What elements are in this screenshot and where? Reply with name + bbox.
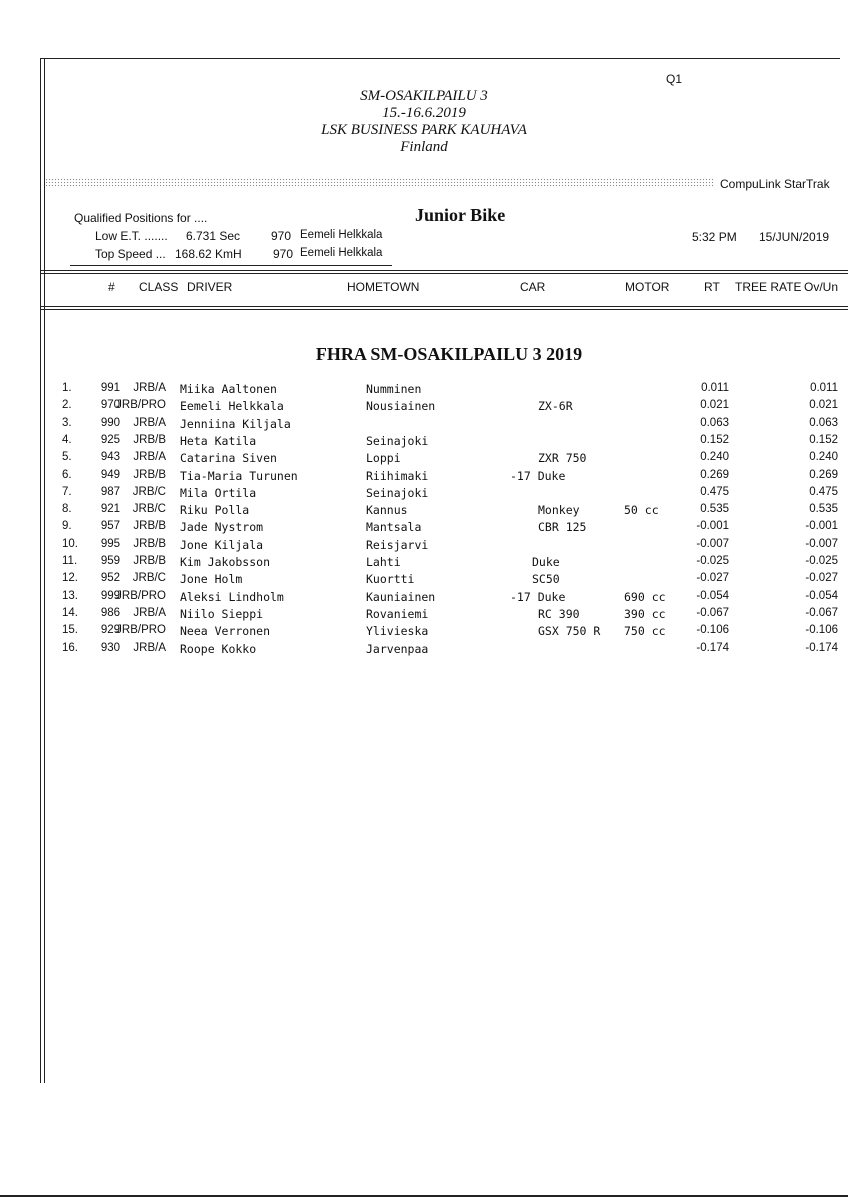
cell-class: JRB/B bbox=[133, 555, 166, 567]
qualified-label: Qualified Positions for .... bbox=[74, 211, 208, 225]
cell-class: JRB/C bbox=[132, 485, 166, 498]
cell-position: 12. bbox=[62, 572, 78, 585]
event-dates: 15.-16.6.2019 bbox=[382, 105, 466, 121]
cell-ovun: -0.007 bbox=[805, 537, 838, 550]
table-row bbox=[0, 451, 848, 468]
col-tree-rate: TREE RATE bbox=[735, 280, 802, 294]
cell-class: JRB/B bbox=[133, 537, 166, 550]
cell-car-number: 970 bbox=[100, 399, 120, 412]
cell-car-number: 925 bbox=[100, 433, 120, 446]
cell-driver: Jenniina Kiljala bbox=[180, 416, 291, 431]
cell-position: 9. bbox=[62, 520, 72, 533]
cell-rt: 0.021 bbox=[700, 399, 729, 412]
cell-car-number: 943 bbox=[100, 451, 120, 464]
qualified-underline bbox=[70, 265, 392, 266]
cell-ovun: -0.001 bbox=[805, 520, 838, 533]
col-rt: RT bbox=[704, 280, 720, 294]
event-title: SM-OSAKILPAILU 3 bbox=[360, 88, 488, 104]
cell-ovun: -0.174 bbox=[805, 641, 838, 654]
top-rule bbox=[40, 58, 840, 59]
table-row bbox=[0, 520, 848, 537]
cell-driver: Jade Nystrom bbox=[180, 520, 264, 535]
cell-class: JRB/PRO bbox=[116, 624, 166, 637]
cell-hometown: Loppi bbox=[366, 451, 401, 466]
cell-rt: 0.535 bbox=[700, 503, 729, 516]
cell-motor: 750 cc bbox=[624, 624, 666, 639]
cell-car: ZXR 750 bbox=[538, 451, 587, 466]
cell-motor: 690 cc bbox=[624, 589, 666, 604]
cell-class: JRB/C bbox=[132, 572, 166, 585]
cell-position: 1. bbox=[62, 382, 72, 394]
table-row bbox=[0, 382, 848, 399]
cell-rt: -0.027 bbox=[696, 572, 729, 585]
bottom-page-rule bbox=[0, 1195, 848, 1197]
event-country: Finland bbox=[400, 139, 448, 155]
cell-class: JRB/A bbox=[133, 451, 166, 464]
table-row bbox=[0, 399, 848, 416]
table-row bbox=[0, 503, 848, 520]
cell-driver: Jone Holm bbox=[180, 572, 243, 587]
cell-driver: Riku Polla bbox=[180, 503, 250, 518]
cell-car-number: 921 bbox=[100, 503, 120, 516]
cell-class: JRB/A bbox=[133, 382, 166, 394]
cell-rt: -0.067 bbox=[696, 606, 729, 619]
cell-rt: 0.011 bbox=[701, 382, 729, 394]
header-rule-top bbox=[40, 270, 848, 271]
cell-ovun: 0.240 bbox=[809, 451, 838, 464]
cell-car-number: 929 bbox=[100, 624, 120, 637]
table-row bbox=[0, 434, 848, 451]
cell-car: SC50 bbox=[532, 572, 560, 587]
cell-ovun: 0.063 bbox=[809, 416, 838, 429]
cell-driver: Aleksi Lindholm bbox=[180, 589, 284, 604]
cell-car-number: 999 bbox=[100, 589, 120, 602]
cell-driver: Jone Kiljala bbox=[180, 537, 264, 552]
cell-class: JRB/A bbox=[133, 606, 166, 619]
cell-hometown: Ylivieska bbox=[366, 624, 429, 639]
cell-class: JRB/B bbox=[133, 520, 166, 533]
col-class: CLASS bbox=[139, 280, 179, 294]
table-row bbox=[0, 590, 848, 607]
cell-hometown: Reisjarvi bbox=[366, 537, 429, 552]
cell-position: 8. bbox=[62, 503, 72, 516]
table-row bbox=[0, 538, 848, 555]
low-et-car-number: 970 bbox=[271, 229, 292, 243]
cell-car-number: 957 bbox=[100, 520, 120, 533]
cell-motor: 390 cc bbox=[624, 606, 666, 621]
stipple-band bbox=[45, 178, 715, 188]
cell-car-number: 930 bbox=[100, 641, 120, 654]
low-et-driver: Eemeli Helkkala bbox=[300, 229, 383, 241]
cell-car-number: 949 bbox=[100, 468, 120, 481]
cell-hometown: Kannus bbox=[366, 503, 408, 518]
cell-car: RC 390 bbox=[538, 606, 580, 621]
cell-driver: Kim Jakobsson bbox=[180, 555, 271, 569]
header-rule-top-2 bbox=[40, 273, 848, 274]
col-driver: DRIVER bbox=[187, 280, 233, 294]
cell-car-number: 990 bbox=[100, 416, 120, 429]
cell-class: JRB/B bbox=[133, 468, 166, 481]
col-ovun: Ov/Un bbox=[804, 280, 839, 294]
cell-driver: Neea Verronen bbox=[180, 624, 271, 639]
cell-car-number: 995 bbox=[100, 537, 120, 550]
top-speed-label: Top Speed ... bbox=[95, 247, 166, 261]
table-row bbox=[0, 572, 848, 589]
cell-rt: -0.174 bbox=[696, 641, 729, 654]
cell-car: GSX 750 R bbox=[538, 624, 601, 639]
cell-car: Duke bbox=[532, 555, 560, 569]
cell-position: 7. bbox=[62, 485, 72, 498]
cell-hometown: Kauniainen bbox=[366, 589, 436, 604]
cell-hometown: Seinajoki bbox=[366, 485, 429, 500]
cell-hometown: Kuortti bbox=[366, 572, 415, 587]
cell-ovun: -0.067 bbox=[805, 606, 838, 619]
category-title: Junior Bike bbox=[415, 205, 506, 225]
table-row bbox=[0, 642, 848, 659]
cell-position: 3. bbox=[62, 416, 72, 429]
cell-rt: -0.106 bbox=[696, 624, 729, 637]
cell-position: 15. bbox=[62, 624, 78, 637]
cell-position: 16. bbox=[62, 641, 78, 654]
col-car: CAR bbox=[520, 280, 546, 294]
low-et-label: Low E.T. ....... bbox=[95, 229, 168, 243]
cell-position: 11. bbox=[62, 555, 78, 567]
cell-car: -17 Duke bbox=[510, 468, 566, 483]
cell-rt: -0.025 bbox=[696, 555, 729, 567]
col-motor: MOTOR bbox=[625, 280, 670, 294]
cell-position: 5. bbox=[62, 451, 72, 464]
cell-rt: 0.063 bbox=[700, 416, 729, 429]
cell-car-number: 959 bbox=[100, 555, 120, 567]
header-rule-bottom bbox=[40, 306, 848, 307]
cell-rt: 0.240 bbox=[700, 451, 729, 464]
cell-rt: -0.001 bbox=[696, 520, 729, 533]
system-label: CompuLink StarTrak bbox=[720, 177, 830, 191]
low-et-value: 6.731 Sec bbox=[186, 229, 241, 243]
report-time: 5:32 PM bbox=[692, 230, 737, 244]
cell-rt: 0.152 bbox=[700, 433, 729, 446]
table-row bbox=[0, 469, 848, 486]
cell-driver: Roope Kokko bbox=[180, 641, 257, 656]
cell-class: JRB/B bbox=[133, 433, 166, 446]
cell-hometown: Rovaniemi bbox=[366, 606, 429, 621]
report-date: 15/JUN/2019 bbox=[759, 230, 830, 244]
cell-class: JRB/A bbox=[133, 416, 166, 429]
cell-ovun: 0.535 bbox=[809, 503, 838, 516]
cell-car-number: 952 bbox=[100, 572, 120, 585]
cell-driver: Heta Katila bbox=[180, 433, 257, 448]
cell-rt: -0.054 bbox=[696, 589, 729, 602]
cell-ovun: 0.475 bbox=[809, 485, 838, 498]
cell-hometown: Seinajoki bbox=[366, 433, 429, 448]
cell-position: 2. bbox=[62, 399, 72, 412]
table-row bbox=[0, 486, 848, 503]
cell-car: Monkey bbox=[538, 503, 580, 518]
cell-car-number: 987 bbox=[100, 485, 120, 498]
cell-class: JRB/A bbox=[133, 641, 166, 654]
cell-ovun: 0.021 bbox=[809, 399, 838, 412]
event-venue: LSK BUSINESS PARK KAUHAVA bbox=[321, 122, 527, 138]
cell-car-number: 986 bbox=[100, 606, 120, 619]
cell-ovun: -0.054 bbox=[805, 589, 838, 602]
top-speed-value: 168.62 KmH bbox=[175, 247, 242, 261]
cell-ovun: 0.152 bbox=[809, 433, 838, 446]
cell-ovun: 0.269 bbox=[809, 468, 838, 481]
cell-car: ZX-6R bbox=[538, 399, 573, 414]
cell-class: JRB/PRO bbox=[116, 399, 166, 412]
col-hometown: HOMETOWN bbox=[347, 280, 420, 294]
cell-ovun: -0.025 bbox=[805, 555, 838, 567]
cell-car: -17 Duke bbox=[510, 589, 566, 604]
col-num: # bbox=[108, 280, 115, 294]
cell-rt: 0.475 bbox=[700, 485, 729, 498]
cell-ovun: -0.027 bbox=[805, 572, 838, 585]
cell-class: JRB/C bbox=[132, 503, 166, 516]
table-row bbox=[0, 607, 848, 624]
cell-hometown: Jarvenpaa bbox=[366, 641, 429, 656]
corner-label: Q1 bbox=[666, 72, 683, 86]
cell-position: 4. bbox=[62, 433, 72, 446]
cell-ovun: -0.106 bbox=[805, 624, 838, 637]
cell-rt: 0.269 bbox=[700, 468, 729, 481]
cell-rt: -0.007 bbox=[696, 537, 729, 550]
cell-hometown: Lahti bbox=[366, 555, 401, 569]
cell-driver: Eemeli Helkkala bbox=[180, 399, 284, 414]
cell-class: JRB/PRO bbox=[116, 589, 166, 602]
table-row bbox=[0, 555, 848, 572]
top-speed-driver: Eemeli Helkkala bbox=[300, 247, 383, 259]
cell-driver: Mila Ortila bbox=[180, 485, 257, 500]
header-rule-bottom-2 bbox=[40, 309, 848, 310]
cell-car: CBR 125 bbox=[538, 520, 587, 535]
cell-motor: 50 cc bbox=[624, 503, 659, 518]
cell-car-number: 991 bbox=[100, 382, 120, 394]
cell-position: 14. bbox=[62, 606, 78, 619]
cell-hometown: Nousiainen bbox=[366, 399, 436, 414]
cell-driver: Catarina Siven bbox=[180, 451, 277, 466]
cell-hometown: Riihimaki bbox=[366, 468, 429, 483]
cell-position: 10. bbox=[62, 537, 78, 550]
cell-driver: Tia-Maria Turunen bbox=[180, 468, 298, 483]
table-row bbox=[0, 624, 848, 641]
cell-position: 6. bbox=[62, 468, 72, 481]
cell-driver: Miika Aaltonen bbox=[180, 382, 277, 396]
cell-ovun: 0.011 bbox=[810, 382, 838, 394]
cell-hometown: Mantsala bbox=[366, 520, 422, 535]
cell-hometown: Numminen bbox=[366, 382, 422, 396]
table-row bbox=[0, 417, 848, 434]
top-speed-car-number: 970 bbox=[273, 247, 294, 261]
section-title: FHRA SM-OSAKILPAILU 3 2019 bbox=[315, 344, 583, 364]
cell-position: 13. bbox=[62, 589, 78, 602]
cell-driver: Niilo Sieppi bbox=[180, 606, 264, 621]
